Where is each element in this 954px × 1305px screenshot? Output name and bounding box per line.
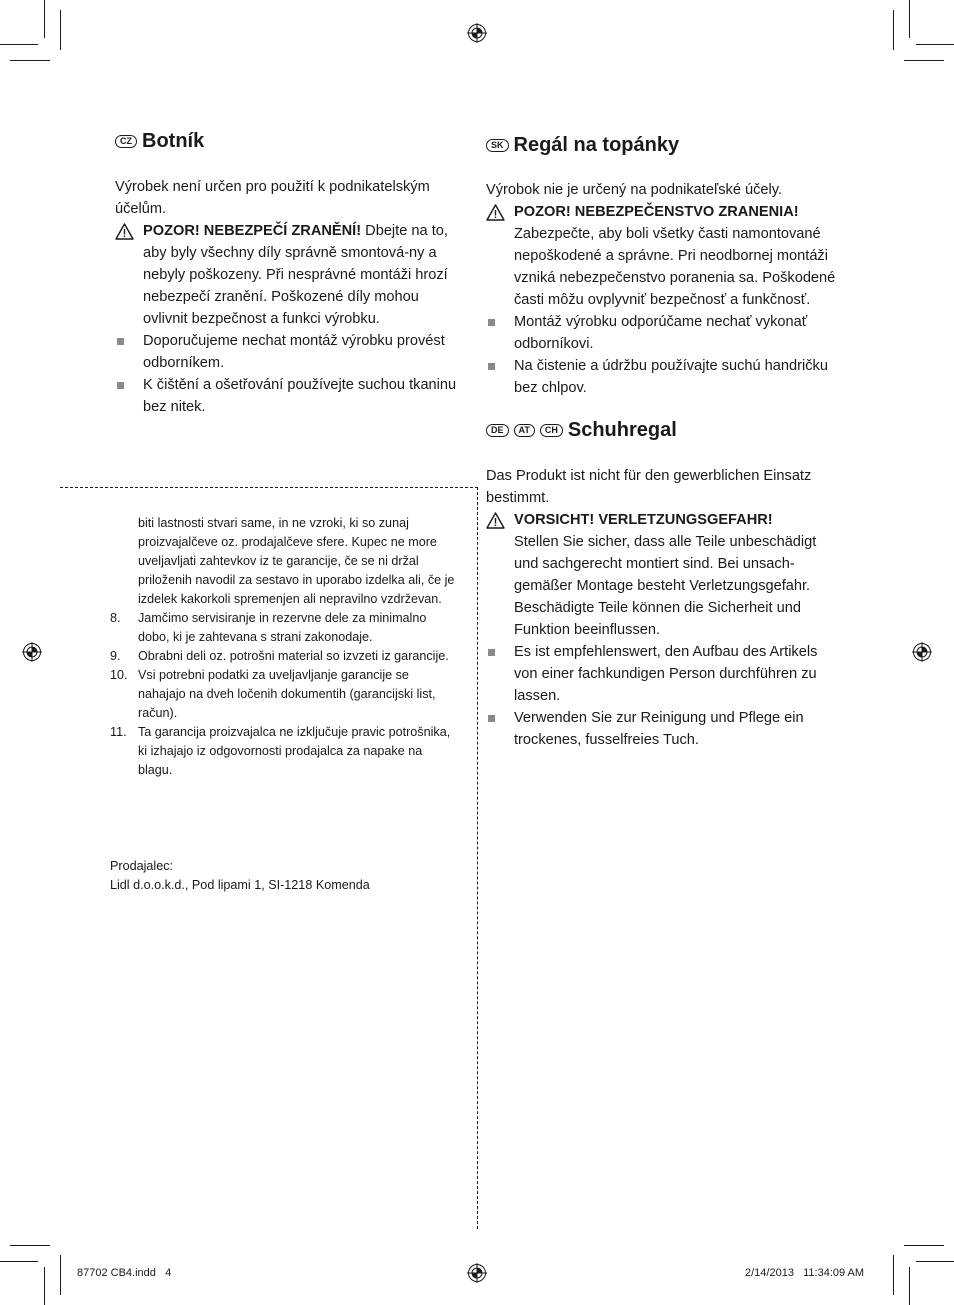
de-bullet-2: Verwenden Sie zur Reinigung und Pflege ein trockenes, fusselfreies Tuch.	[514, 710, 804, 748]
cz-intro: Výrobek není určen pro použití k podnikatelským účelům.	[115, 179, 430, 217]
crop-mark	[10, 1245, 50, 1246]
si-warranty-text	[110, 514, 460, 780]
list-item	[110, 647, 460, 666]
de-body	[486, 465, 838, 751]
bullet-square-icon	[488, 715, 495, 722]
item-number: 10.	[110, 668, 128, 682]
sk-bullet-2: Na čistenie a údržbu používajte suchú handričku bez chlpov.	[514, 358, 828, 396]
warning-triangle-icon	[486, 204, 505, 221]
cut-line-vertical	[477, 487, 478, 1229]
crop-mark	[60, 1255, 61, 1295]
cz-warning	[115, 220, 467, 330]
crop-mark	[909, 1267, 910, 1305]
cz-body	[115, 176, 467, 418]
item-number: 8.	[110, 611, 121, 625]
language-badge-at: AT	[514, 424, 535, 437]
crop-mark	[916, 44, 954, 45]
sk-body	[486, 179, 838, 399]
registration-mark-icon	[467, 23, 487, 43]
de-warning	[486, 509, 838, 641]
item-text: Jamčimo servisiranje in rezervne dele za minimalno dobo, ki je zahtevana s strani zakonodaje.	[138, 611, 427, 644]
sk-warning-text: Zabezpečte, aby boli všetky časti namontované nepoškodené a správne. Pri neodbornej montáži vzniká nebezpečenstvo poranenia sa. Poškodené časti môžu ovplyvniť bezpečnosť a funkčnosť.	[514, 226, 836, 308]
bullet-square-icon	[488, 363, 495, 370]
crop-mark	[904, 60, 944, 61]
crop-mark	[60, 10, 61, 50]
crop-mark	[916, 1261, 954, 1262]
list-item	[115, 374, 467, 418]
item-text: Ta garancija proizvajalca ne izključuje pravic potrošnika, ki izhajajo iz odgovornosti prodajalca za napake na blagu.	[138, 725, 451, 777]
list-item	[115, 330, 467, 374]
list-item	[110, 666, 460, 723]
bullet-square-icon	[117, 382, 124, 389]
cz-warning-label: POZOR! NEBEZPEČÍ ZRANĚNÍ!	[143, 223, 362, 239]
language-badge-de: DE	[486, 424, 509, 437]
list-item	[486, 707, 838, 751]
footer-file-info: 87702 CB4.indd 4	[77, 1267, 172, 1279]
cut-line-horizontal	[60, 487, 478, 488]
language-badge-sk: SK	[486, 139, 509, 152]
registration-mark-icon	[912, 642, 932, 662]
de-warning-label: VORSICHT! VERLETZUNGSGEFAHR!	[514, 512, 773, 528]
sk-intro: Výrobok nie je určený na podnikateľské účely.	[486, 182, 783, 198]
de-bullet-1: Es ist empfehlenswert, den Aufbau des Artikels von einer fachkundigen Person durchführen zu lassen.	[514, 644, 818, 704]
crop-mark	[44, 1267, 45, 1305]
language-badge-ch: CH	[540, 424, 563, 437]
crop-mark	[909, 0, 910, 38]
bullet-square-icon	[488, 649, 495, 656]
item-number: 11.	[110, 725, 127, 739]
cz-title-text: Botník	[142, 130, 205, 152]
registration-mark-icon	[467, 1263, 487, 1283]
cz-warning-text: Dbejte na to, aby byly všechny díly správně smontová-ny a nebyly poškozeny. Při nesprávné montáži hrozí nebezpečí zranění. Poškozené díly mohou ovlivnit bezpečnost a funkci výrobku.	[143, 223, 448, 327]
bullet-square-icon	[117, 338, 124, 345]
seller-address: Lidl d.o.o.k.d., Pod lipami 1, SI-1218 Komenda	[110, 878, 370, 892]
de-title-text: Schuhregal	[567, 419, 677, 441]
de-warning-text: Stellen Sie sicher, dass alle Teile unbeschädigt und sachgerecht montiert sind. Bei unsach-gemäßer Montage besteht Verletzungsgefahr. Beschädigte Teile können die Sicherheit und Funktion beeinflussen.	[514, 534, 817, 638]
sk-title-text: Regál na topánky	[513, 134, 680, 156]
list-item	[486, 641, 838, 707]
item-text: Obrabni deli oz. potrošni material so izvzeti iz garancije.	[138, 649, 449, 663]
language-badge-cz: CZ	[115, 135, 137, 148]
item-number: 9.	[110, 649, 121, 663]
sk-warning	[486, 201, 838, 311]
si-seller	[110, 857, 470, 895]
de-section-title	[486, 419, 677, 441]
de-intro: Das Produkt ist nicht für den gewerblichen Einsatz bestimmt.	[486, 468, 812, 506]
si-continuation: biti lastnosti stvari same, in ne vzroki, ki so zunaj proizvajalčeve oz. prodajalčeve sfere. Kupec ne more uveljavljati zahtevkov iz te garancije, če se ni držal priloženih navodil za sestavo in uporabo izdelka ali, če je izdelek kakorkoli spremenjen ali nepravilno vzdrževan.	[138, 516, 455, 606]
cz-bullet-1: Doporučujeme nechat montáž výrobku provést odborníkem.	[143, 333, 445, 371]
item-text: Vsi potrebni podatki za uveljavljanje garancije se nahajajo na dveh ločenih dokumentih (garancijski list, račun).	[138, 668, 436, 720]
bullet-square-icon	[488, 319, 495, 326]
crop-mark	[0, 44, 38, 45]
list-item	[486, 355, 838, 399]
crop-mark	[10, 60, 50, 61]
footer-timestamp: 2/14/2013 11:34:09 AM	[745, 1267, 865, 1279]
sk-bullet-1: Montáž výrobku odporúčame nechať vykonať odborníkovi.	[514, 314, 808, 352]
registration-mark-icon	[22, 642, 42, 662]
crop-mark	[0, 1261, 38, 1262]
sk-warning-label: POZOR! NEBEZPEČENSTVO ZRANENIA!	[514, 204, 799, 220]
list-item	[110, 723, 460, 780]
warning-triangle-icon	[115, 223, 134, 240]
cz-section-title	[115, 130, 204, 152]
crop-mark	[44, 0, 45, 38]
cz-bullet-2: K čištění a ošetřování používejte suchou tkaninu bez nitek.	[143, 377, 457, 415]
seller-label: Prodajalec:	[110, 859, 174, 873]
crop-mark	[904, 1245, 944, 1246]
crop-mark	[893, 10, 894, 50]
sk-section-title	[486, 134, 679, 156]
list-item	[110, 609, 460, 647]
warning-triangle-icon	[486, 512, 505, 529]
crop-mark	[893, 1255, 894, 1295]
list-item	[486, 311, 838, 355]
